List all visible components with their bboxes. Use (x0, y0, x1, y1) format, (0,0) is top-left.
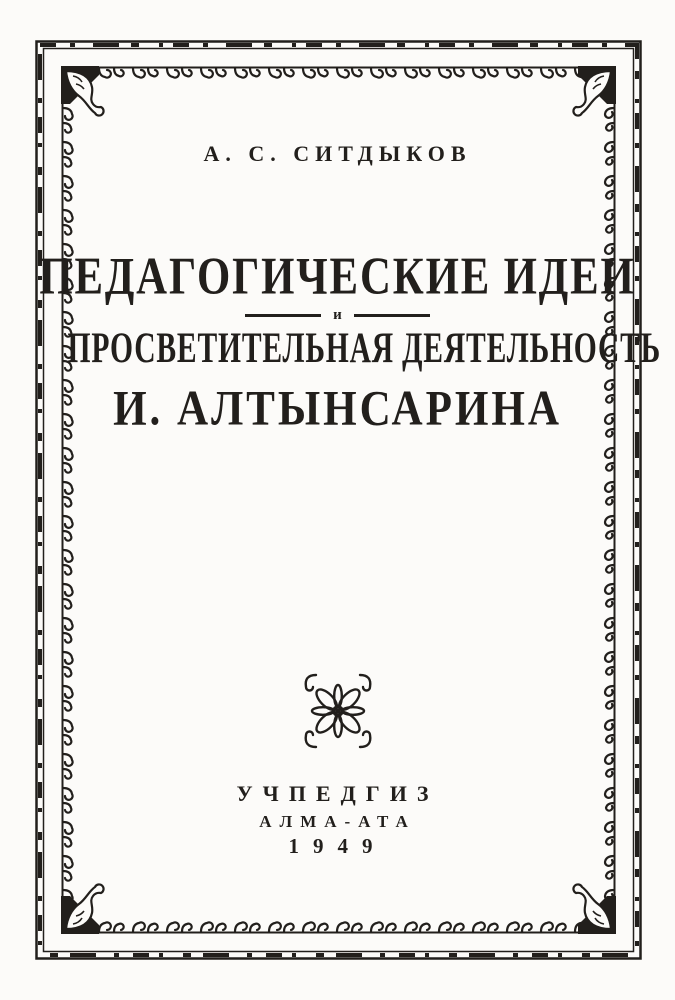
title-line-1: ПЕДАГОГИЧЕСКИЕ ИДЕИ (39, 246, 636, 305)
publisher-name: УЧПЕДГИЗ (236, 781, 439, 806)
conjunction-text: и (333, 307, 342, 323)
title-divider (0, 308, 675, 323)
author-name: А. С. СИТДЫКОВ (203, 141, 472, 166)
floral-ornament-icon (300, 671, 376, 751)
publication-year: 1949 (288, 834, 387, 858)
title-line-3: И. АЛТЫНСАРИНА (113, 380, 562, 436)
divider-rule-left (245, 314, 321, 317)
publisher-city: АЛМА-АТА (259, 812, 416, 831)
divider-rule-right (354, 314, 430, 317)
title-line-2: ПРОСВЕТИТЕЛЬНАЯ ДЕЯТЕЛЬНОСТЬ (67, 324, 662, 373)
